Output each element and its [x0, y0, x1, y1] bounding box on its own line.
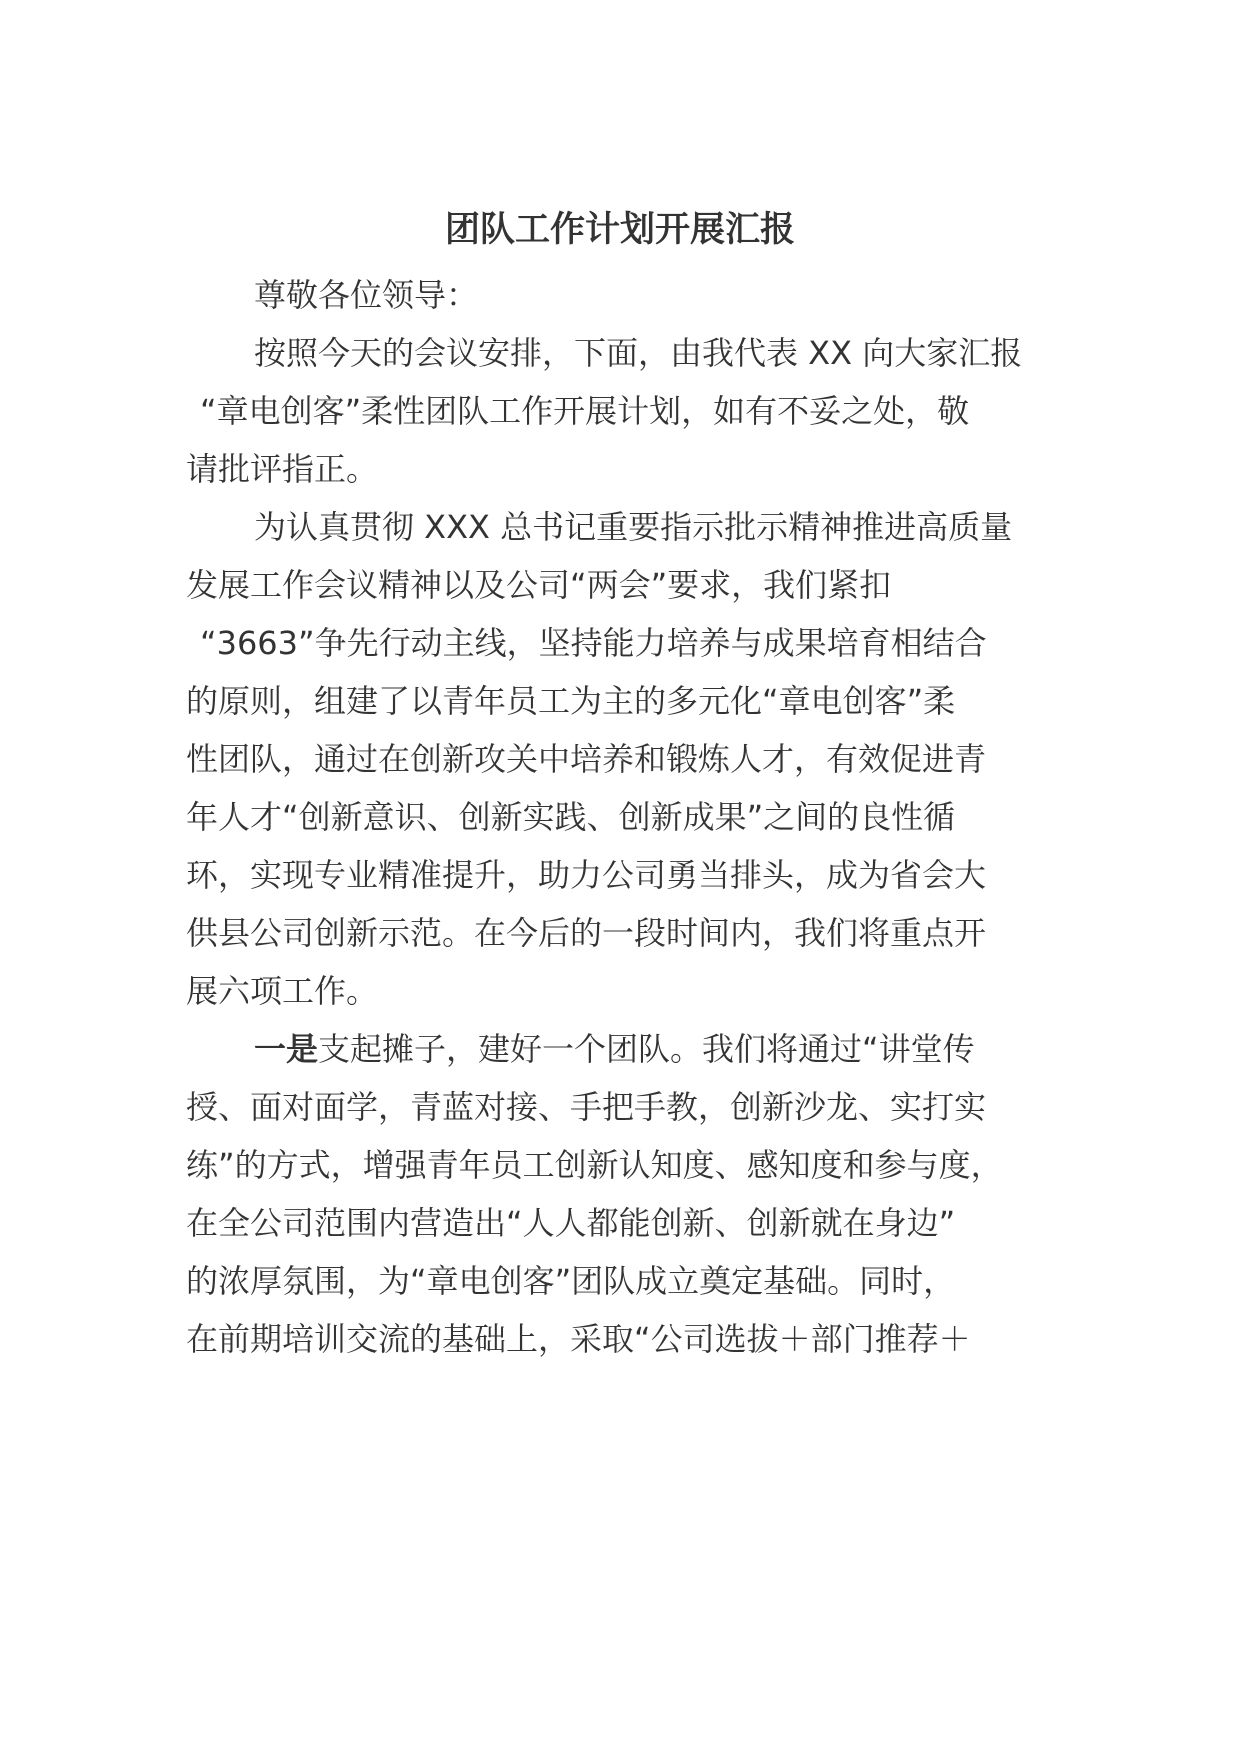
para3-line-1	[254, 1027, 975, 1071]
para3-line-3: 练”的方式，增强青年员工创新认知度、感知度和参与度，	[186, 1146, 1003, 1184]
para2-line-4: 的原则，组建了以青年员工为主的多元化“章电创客”柔	[186, 682, 956, 720]
para2-line-6: 年人才“创新意识、创新实践、创新成果”之间的良性循	[186, 798, 956, 836]
para3-lead: 一是	[254, 1030, 319, 1068]
para2-line-7: 环，实现专业精准提升，助力公司勇当排头，成为省会大	[186, 856, 987, 894]
para2-line-1: 为认真贯彻 XXX 总书记重要指示批示精神推进高质量	[254, 508, 1013, 546]
document-title: 团队工作计划开展汇报	[444, 210, 795, 250]
para3-line-6: 在前期培训交流的基础上，采取“公司选拔＋部门推荐＋	[186, 1320, 971, 1358]
para3-line-4: 在全公司范围内营造出“人人都能创新、创新就在身边”	[186, 1204, 956, 1242]
para1-line-3: 请批评指正。	[186, 450, 379, 488]
para1-line-2: “章电创客”柔性团队工作开展计划，如有不妥之处，敬	[200, 392, 970, 430]
para3-first-rest: 支起摊子，建好一个团队。我们将通过“讲堂传	[318, 1030, 975, 1068]
para2-line-5: 性团队，通过在创新攻关中培养和锻炼人才，有效促进青	[186, 740, 987, 778]
para2-line-3: “3663”争先行动主线，坚持能力培养与成果培育相结合	[200, 624, 987, 662]
para1-line-1: 按照今天的会议安排，下面，由我代表 XX 向大家汇报	[254, 334, 1023, 372]
salutation: 尊敬各位领导：	[254, 276, 479, 314]
para3-line-2: 授、面对面学，青蓝对接、手把手教，创新沙龙、实打实	[186, 1088, 987, 1126]
para2-line-9: 展六项工作。	[186, 972, 379, 1010]
para2-line-2: 发展工作会议精神以及公司“两会”要求，我们紧扣	[186, 566, 892, 604]
para3-line-5: 的浓厚氛围，为“章电创客”团队成立奠定基础。同时，	[186, 1262, 956, 1300]
para2-line-8: 供县公司创新示范。在今后的一段时间内，我们将重点开	[186, 914, 987, 952]
